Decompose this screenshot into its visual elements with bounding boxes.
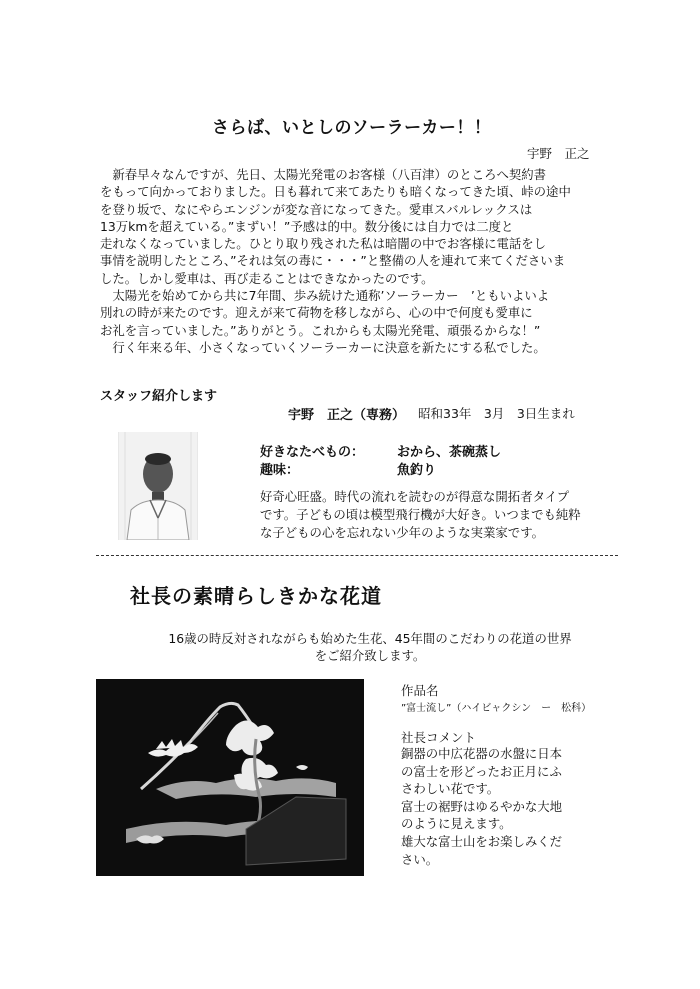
ikebana-arrangement-image <box>96 679 364 876</box>
person-portrait-icon <box>119 432 197 540</box>
article-line: 太陽光を始めてから共に7年間、歩み続けた通称’ソーラーカー ’ともいよいよ <box>100 288 550 304</box>
article-line: 別れの時が来たのです。迎えが来て荷物を移しながら、心の中で何度も愛車に <box>100 305 533 321</box>
article-line: 13万kmを超えている。”まずい！”予感は的中。数分後には自力では二度と <box>100 218 514 234</box>
staff-heading: スタッフ紹介します <box>100 389 218 404</box>
comment-line: さい。 <box>401 851 439 867</box>
profile-name: 宇野 正之（専務） <box>288 408 406 423</box>
comment-line: 雄大な富士山をお楽しみくだ <box>401 833 563 849</box>
article-line: 新春早々なんですが、先日、太陽光発電のお客様（八百津）のところへ契約書 <box>100 167 547 182</box>
ikebana-intro <box>130 630 610 664</box>
comment-line: さわしい花です。 <box>401 781 500 797</box>
profile-description <box>260 488 640 542</box>
work-title-label: 作品名 <box>401 683 439 698</box>
profile-description-line: 好奇心旺盛。時代の流れを読むのが得意な開拓者タイプ <box>260 489 570 504</box>
profile-photo <box>118 432 198 540</box>
favorite-food-value: おから、茶碗蒸し <box>397 445 502 460</box>
article-line: した。しかし愛車は、再び走ることはできなかったのです。 <box>100 270 434 286</box>
article-line: 走れなくなっていました。ひとり取り残された私は暗闇の中でお客様に電話をし <box>100 236 547 252</box>
comment-line: のように見えます。 <box>401 816 512 832</box>
ikebana-title: 社長の素晴らしきかな花道 <box>130 584 382 608</box>
article-line: 事情を説明したところ、”それは気の毒に・・・”と整備の人を連れて来てくださいま <box>100 253 566 269</box>
comment-line: 富士の裾野はゆるやかな大地 <box>401 798 563 814</box>
profile-description-line: です。子どもの頃は模型飛行機が大好き。いつまでも純粋 <box>260 507 581 522</box>
article-body <box>100 166 660 356</box>
section-divider <box>96 555 618 556</box>
ikebana-intro-line: をご紹介致します。 <box>314 648 426 663</box>
profile-birthdate: 昭和33年 3月 3日生まれ <box>418 406 575 421</box>
president-comment <box>401 745 611 868</box>
article-line: をもって向かっておりました。日も暮れて来てあたりも暗くなってきた頃、峠の途中 <box>100 184 571 200</box>
comment-line: の富士を形どったお正月にふ <box>401 763 562 779</box>
favorite-food-label: 好きなたべもの： <box>260 445 365 460</box>
ikebana-intro-line: 16歳の時反対されながらも始めた生花、45年間のこだわりの花道の世界 <box>168 631 572 646</box>
article-line: お礼を言っていました。”ありがとう。これからも太陽光発電、頑張るからな！” <box>100 322 541 338</box>
comment-line: 銅器の中広花器の水盤に日本 <box>401 746 563 761</box>
article-title: さらば、いとしのソーラーカー！！ <box>212 118 492 138</box>
article-author: 宇野 正之 <box>527 146 590 161</box>
article-line: 行く年来る年、小さくなっていくソーラーカーに決意を新たにする私でした。 <box>100 339 546 355</box>
article-line: を登り坂で、なにやらエンジンが変な音になってきた。愛車スバルレックスは <box>100 201 533 217</box>
hobby-value: 魚釣り <box>397 463 437 478</box>
president-comment-label: 社長コメント <box>401 730 477 745</box>
ikebana-photo <box>96 679 364 876</box>
hobby-label: 趣味： <box>260 463 300 478</box>
profile-description-line: な子どもの心を忘れない少年のような実業家です。 <box>260 525 544 540</box>
work-title-value: ”富士流し”（ハイビャクシン ー 松科） <box>401 703 592 714</box>
